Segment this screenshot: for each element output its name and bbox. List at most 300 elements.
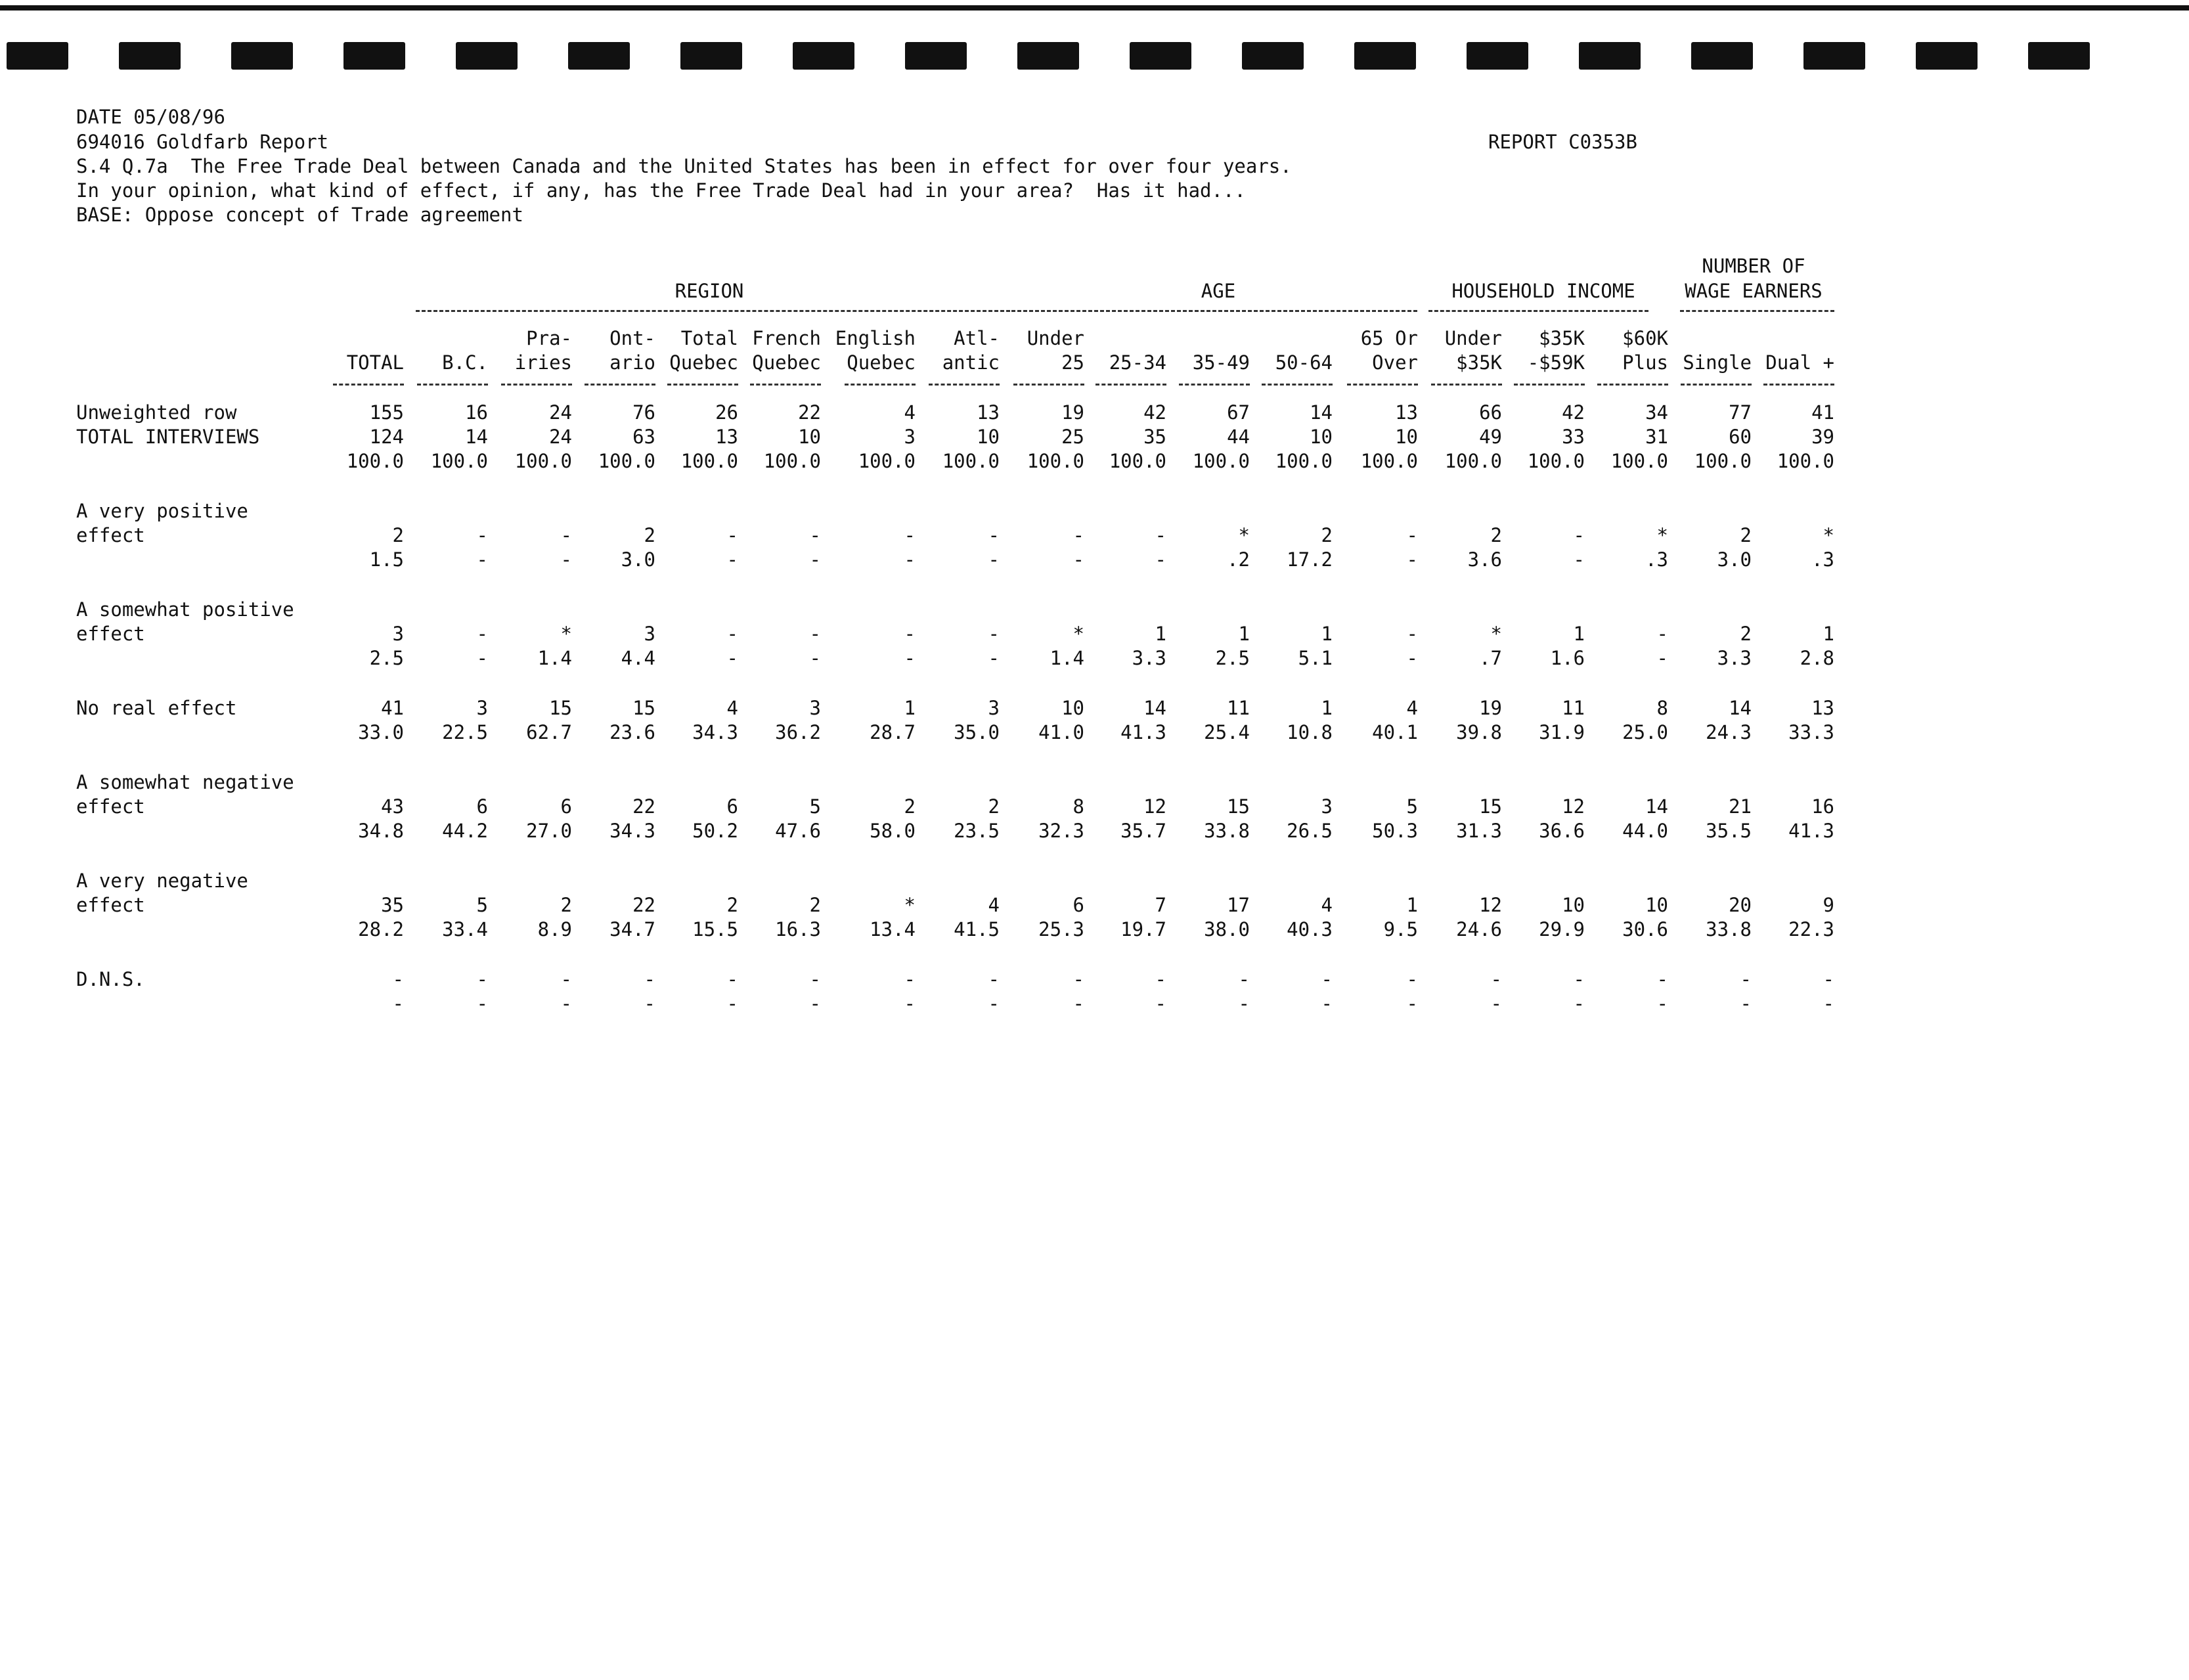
table-cell: 6 — [1072, 894, 1084, 916]
column-rule — [333, 384, 404, 386]
table-cell: - — [1656, 623, 1668, 645]
group-wage-earners-line1: NUMBER OF — [1702, 255, 1805, 277]
table-cell: - — [726, 548, 738, 571]
column-header-2: Quebec — [752, 351, 821, 374]
table-cell: - — [644, 992, 655, 1015]
table-cell: 1.5 — [369, 548, 404, 571]
perforation-hole — [1354, 42, 1416, 70]
table-cell: * — [1656, 524, 1668, 546]
table-cell: - — [1072, 968, 1084, 990]
table-cell: - — [1740, 968, 1752, 990]
table-cell: 13 — [977, 401, 1000, 424]
table-cell: 42 — [1143, 401, 1166, 424]
column-header-2: Plus — [1622, 351, 1668, 374]
table-cell: 4 — [904, 401, 916, 424]
column-rule — [1431, 384, 1502, 386]
table-cell: 14 — [1645, 795, 1668, 818]
table-cell: 35.7 — [1120, 820, 1166, 842]
table-cell: - — [476, 623, 488, 645]
table-cell: 39 — [1811, 426, 1834, 448]
table-cell: - — [726, 524, 738, 546]
table-cell: 25.0 — [1622, 721, 1668, 743]
table-cell: 33.4 — [442, 918, 488, 940]
table-cell: - — [1490, 992, 1502, 1015]
row-label-no-real-effect: No real effect — [76, 697, 237, 719]
table-cell: 10 — [977, 426, 1000, 448]
column-header-1: $35K — [1539, 327, 1585, 349]
table-cell: 2.5 — [369, 647, 404, 669]
column-header-2: antic — [942, 351, 1000, 374]
column-header-2: ario — [609, 351, 655, 374]
table-cell: 8 — [1656, 697, 1668, 719]
column-header-1: Ont- — [609, 327, 655, 349]
table-cell: 23.6 — [609, 721, 655, 743]
table-cell: - — [476, 647, 488, 669]
table-cell: 100.0 — [858, 450, 916, 472]
table-cell: 100.0 — [430, 450, 488, 472]
table-cell: 32.3 — [1038, 820, 1084, 842]
table-cell: 3 — [644, 623, 655, 645]
table-cell: 10 — [1645, 894, 1668, 916]
table-cell: 13 — [1395, 401, 1418, 424]
table-cell: 19.7 — [1120, 918, 1166, 940]
table-cell: 41.5 — [954, 918, 1000, 940]
table-cell: 41 — [381, 697, 404, 719]
table-cell: - — [809, 992, 821, 1015]
perforation-hole — [793, 42, 854, 70]
column-header-2: iries — [514, 351, 572, 374]
table-cell: - — [904, 524, 916, 546]
table-cell: 4 — [726, 697, 738, 719]
table-cell: - — [1155, 548, 1166, 571]
table-cell: - — [1406, 647, 1418, 669]
table-cell: 31.9 — [1539, 721, 1585, 743]
table-cell: - — [809, 623, 821, 645]
top-rule — [0, 5, 2189, 11]
table-cell: 36.2 — [775, 721, 821, 743]
table-cell: - — [904, 548, 916, 571]
table-cell: - — [988, 992, 1000, 1015]
table-cell: 15 — [1227, 795, 1250, 818]
table-cell: - — [904, 623, 916, 645]
table-cell: 1.6 — [1550, 647, 1585, 669]
column-rule — [585, 384, 655, 386]
table-cell: 41 — [1811, 401, 1834, 424]
table-cell: 9.5 — [1383, 918, 1418, 940]
table-cell: 33.8 — [1706, 918, 1752, 940]
table-cell: 5 — [1406, 795, 1418, 818]
table-cell: 12 — [1143, 795, 1166, 818]
table-cell: 3 — [809, 697, 821, 719]
table-cell: 100.0 — [1109, 450, 1166, 472]
table-row — [0, 646, 2189, 671]
table-cell: 2 — [988, 795, 1000, 818]
table-cell: - — [644, 968, 655, 990]
table-cell: 2.8 — [1800, 647, 1834, 669]
table-row — [0, 917, 2189, 942]
table-cell: - — [904, 992, 916, 1015]
perforation-hole — [231, 42, 293, 70]
table-cell: - — [1573, 524, 1585, 546]
column-rule — [1013, 384, 1084, 386]
table-cell: 10 — [798, 426, 821, 448]
table-cell: - — [1656, 647, 1668, 669]
table-cell: 100.0 — [1275, 450, 1333, 472]
table-cell: 100.0 — [1527, 450, 1585, 472]
table-cell: 27.0 — [526, 820, 572, 842]
base-line: BASE: Oppose concept of Trade agreement — [76, 204, 523, 226]
table-cell: 100.0 — [942, 450, 1000, 472]
column-rule — [1514, 384, 1585, 386]
table-cell: 11 — [1562, 697, 1585, 719]
table-cell: - — [1823, 968, 1834, 990]
report-name: 694016 Goldfarb Report — [76, 131, 329, 153]
column-rule — [845, 384, 916, 386]
table-cell: 22.3 — [1788, 918, 1834, 940]
table-cell: - — [1321, 992, 1333, 1015]
table-cell: 10 — [1061, 697, 1084, 719]
column-header-1: Atl- — [954, 327, 1000, 349]
table-cell: 2 — [1490, 524, 1502, 546]
table-cell: 35 — [381, 894, 404, 916]
table-cell: 6 — [726, 795, 738, 818]
table-cell: * — [1072, 623, 1084, 645]
table-cell: - — [1656, 968, 1668, 990]
table-cell: 15 — [1479, 795, 1502, 818]
table-cell: 100.0 — [1777, 450, 1834, 472]
table-cell: 28.2 — [358, 918, 404, 940]
table-cell: 40.1 — [1372, 721, 1418, 743]
row-label-very-positive-2: effect — [76, 524, 145, 546]
table-cell: 21 — [1729, 795, 1752, 818]
table-cell: 100.0 — [346, 450, 404, 472]
table-cell: 40.3 — [1287, 918, 1333, 940]
row-label-somewhat-negative-2: effect — [76, 795, 145, 818]
table-cell: 2 — [1321, 524, 1333, 546]
table-cell: 22.5 — [442, 721, 488, 743]
report-date: DATE 05/08/96 — [76, 106, 225, 128]
table-cell: 9 — [1823, 894, 1834, 916]
table-cell: 14 — [465, 426, 488, 448]
table-cell: - — [1238, 968, 1250, 990]
table-cell: 13.4 — [870, 918, 916, 940]
perforation-hole — [1130, 42, 1191, 70]
table-cell: 19 — [1479, 697, 1502, 719]
table-cell: 41.3 — [1120, 721, 1166, 743]
column-rule — [501, 384, 572, 386]
table-cell: 34.3 — [692, 721, 738, 743]
table-cell: 35.0 — [954, 721, 1000, 743]
table-cell: 34.3 — [609, 820, 655, 842]
table-cell: 11 — [1227, 697, 1250, 719]
column-header-2: 25-34 — [1109, 351, 1166, 374]
table-cell: 3.6 — [1467, 548, 1502, 571]
table-cell: 6 — [560, 795, 572, 818]
table-cell: 100.0 — [763, 450, 821, 472]
table-cell: 1 — [1406, 894, 1418, 916]
table-cell: 16 — [1811, 795, 1834, 818]
table-cell: - — [809, 647, 821, 669]
table-row — [0, 425, 2189, 449]
table-cell: - — [904, 647, 916, 669]
group-wage-earners-line2: WAGE EARNERS — [1685, 280, 1823, 302]
table-cell: 2 — [809, 894, 821, 916]
table-cell: 100.0 — [1610, 450, 1668, 472]
table-cell: 50.3 — [1372, 820, 1418, 842]
table-cell: 22 — [632, 894, 655, 916]
table-cell: - — [560, 992, 572, 1015]
table-cell: 36.6 — [1539, 820, 1585, 842]
table-cell: 16.3 — [775, 918, 821, 940]
table-cell: 100.0 — [1192, 450, 1250, 472]
perforation-hole — [1803, 42, 1865, 70]
table-cell: 15 — [549, 697, 572, 719]
table-cell: 4 — [1406, 697, 1418, 719]
table-row — [0, 449, 2189, 474]
row-label-very-negative: A very negative — [76, 870, 248, 892]
table-cell: 100.0 — [1444, 450, 1502, 472]
table-cell: - — [1238, 992, 1250, 1015]
table-cell: 15.5 — [692, 918, 738, 940]
table-cell: 16 — [465, 401, 488, 424]
table-cell: 33.3 — [1788, 721, 1834, 743]
column-header-1: Under — [1027, 327, 1084, 349]
column-header-2: Quebec — [847, 351, 916, 374]
column-header-2: 50-64 — [1275, 351, 1333, 374]
column-header-2: 35-49 — [1192, 351, 1250, 374]
table-cell: 13 — [715, 426, 738, 448]
table-cell: 3.3 — [1717, 647, 1752, 669]
perforation-hole — [1579, 42, 1641, 70]
table-row — [0, 795, 2189, 819]
table-cell: 26.5 — [1287, 820, 1333, 842]
column-header-2: Quebec — [669, 351, 738, 374]
table-cell: 63 — [632, 426, 655, 448]
table-cell: 62.7 — [526, 721, 572, 743]
table-cell: 34.7 — [609, 918, 655, 940]
table-cell: - — [726, 968, 738, 990]
row-label-somewhat-positive: A somewhat positive — [76, 598, 294, 621]
table-cell: - — [1406, 524, 1418, 546]
table-cell: 17 — [1227, 894, 1250, 916]
perforation-hole — [2028, 42, 2090, 70]
group-region: REGION — [674, 280, 744, 302]
table-cell: 1 — [1238, 623, 1250, 645]
table-cell: 44.0 — [1622, 820, 1668, 842]
table-cell: 13 — [1811, 697, 1834, 719]
table-row — [0, 893, 2189, 917]
perforation-hole — [119, 42, 181, 70]
table-cell: 50.2 — [692, 820, 738, 842]
perforation-strip — [0, 42, 2189, 71]
table-cell: 100.0 — [514, 450, 572, 472]
table-cell: 2 — [1740, 524, 1752, 546]
table-cell: - — [560, 524, 572, 546]
group-age-rule — [1011, 310, 1417, 312]
table-cell: 31.3 — [1456, 820, 1502, 842]
table-cell: - — [1406, 623, 1418, 645]
table-cell: 1 — [1321, 623, 1333, 645]
table-cell: 3 — [904, 426, 916, 448]
table-row — [0, 967, 2189, 992]
table-cell: - — [1823, 992, 1834, 1015]
table-cell: - — [988, 968, 1000, 990]
table-cell: 1.4 — [537, 647, 572, 669]
table-cell: 3 — [392, 623, 404, 645]
table-cell: 100.0 — [1694, 450, 1752, 472]
table-cell: - — [476, 524, 488, 546]
table-cell: 31 — [1645, 426, 1668, 448]
table-cell: 2 — [904, 795, 916, 818]
table-cell: 25.3 — [1038, 918, 1084, 940]
table-cell: .7 — [1479, 647, 1502, 669]
table-row — [0, 523, 2189, 548]
table-cell: 24.6 — [1456, 918, 1502, 940]
table-cell: - — [726, 623, 738, 645]
perforation-hole — [1017, 42, 1079, 70]
table-cell: 8.9 — [537, 918, 572, 940]
group-region-rule — [416, 310, 1010, 312]
perforation-hole — [1242, 42, 1304, 70]
row-label-unweighted: Unweighted row — [76, 401, 237, 424]
table-cell: - — [1406, 968, 1418, 990]
column-rule — [1262, 384, 1333, 386]
table-cell: 41.0 — [1038, 721, 1084, 743]
table-cell: 14 — [1729, 697, 1752, 719]
table-cell: 10 — [1395, 426, 1418, 448]
perforation-hole — [1467, 42, 1528, 70]
table-row — [0, 992, 2189, 1016]
row-label-somewhat-positive-2: effect — [76, 623, 145, 645]
table-cell: 30.6 — [1622, 918, 1668, 940]
column-rule — [1095, 384, 1166, 386]
table-cell: 12 — [1479, 894, 1502, 916]
table-cell: 33.8 — [1204, 820, 1250, 842]
table-cell: - — [1656, 992, 1668, 1015]
table-cell: - — [1573, 968, 1585, 990]
table-cell: 22 — [632, 795, 655, 818]
table-cell: 33.0 — [358, 721, 404, 743]
table-cell: - — [1072, 992, 1084, 1015]
table-cell: 1.4 — [1050, 647, 1084, 669]
table-row — [0, 401, 2189, 425]
table-cell: - — [1490, 968, 1502, 990]
table-cell: 10 — [1310, 426, 1333, 448]
table-cell: 2.5 — [1215, 647, 1250, 669]
column-rule — [1179, 384, 1250, 386]
column-header-1: 65 Or — [1360, 327, 1418, 349]
table-cell: - — [476, 992, 488, 1015]
perforation-hole — [1916, 42, 1978, 70]
table-cell: 44.2 — [442, 820, 488, 842]
table-cell: 124 — [369, 426, 404, 448]
table-cell: 34.8 — [358, 820, 404, 842]
table-cell: 12 — [1562, 795, 1585, 818]
column-header-2: $35K — [1456, 351, 1502, 374]
table-cell: 1 — [904, 697, 916, 719]
table-cell: - — [1573, 548, 1585, 571]
table-cell: 5 — [476, 894, 488, 916]
table-cell: 1 — [1155, 623, 1166, 645]
perforation-hole — [905, 42, 967, 70]
column-header-1: French — [752, 327, 821, 349]
row-label-total-interviews: TOTAL INTERVIEWS — [76, 426, 260, 448]
table-cell: 49 — [1479, 426, 1502, 448]
table-cell: 10.8 — [1287, 721, 1333, 743]
table-cell: 1 — [1321, 697, 1333, 719]
table-cell: 8 — [1072, 795, 1084, 818]
table-cell: 1 — [1573, 623, 1585, 645]
table-cell: 25.4 — [1204, 721, 1250, 743]
table-cell: 24 — [549, 401, 572, 424]
table-cell: - — [988, 548, 1000, 571]
table-cell: - — [904, 968, 916, 990]
table-cell: 66 — [1479, 401, 1502, 424]
table-cell: - — [809, 524, 821, 546]
table-row — [0, 819, 2189, 843]
perforation-hole — [568, 42, 630, 70]
column-header-2: -$59K — [1527, 351, 1585, 374]
table-cell: - — [988, 524, 1000, 546]
table-cell: .3 — [1645, 548, 1668, 571]
group-wage-earners-rule — [1680, 310, 1834, 312]
table-cell: 100.0 — [598, 450, 655, 472]
column-header-1: Total — [680, 327, 738, 349]
table-cell: .3 — [1811, 548, 1834, 571]
table-cell: * — [1238, 524, 1250, 546]
table-cell: 25 — [1061, 426, 1084, 448]
table-row — [0, 696, 2189, 720]
column-header-2: 25 — [1061, 351, 1084, 374]
table-cell: - — [476, 968, 488, 990]
column-header-1: Pra- — [526, 327, 572, 349]
table-cell: 2 — [560, 894, 572, 916]
table-cell: 155 — [369, 401, 404, 424]
column-header-2: TOTAL — [346, 351, 404, 374]
column-header-1: Under — [1444, 327, 1502, 349]
table-cell: 23.5 — [954, 820, 1000, 842]
table-cell: 14 — [1310, 401, 1333, 424]
table-cell: 2 — [392, 524, 404, 546]
column-rule — [417, 384, 488, 386]
table-cell: - — [726, 647, 738, 669]
table-cell: - — [1573, 992, 1585, 1015]
table-cell: * — [1490, 623, 1502, 645]
table-cell: 22 — [798, 401, 821, 424]
table-cell: 42 — [1562, 401, 1585, 424]
table-cell: - — [1740, 992, 1752, 1015]
table-cell: 3.0 — [1717, 548, 1752, 571]
table-cell: 1 — [1823, 623, 1834, 645]
column-header-1: English — [835, 327, 916, 349]
column-rule — [667, 384, 738, 386]
column-header-2: Over — [1372, 351, 1418, 374]
table-cell: 6 — [476, 795, 488, 818]
table-cell: 19 — [1061, 401, 1084, 424]
table-cell: 47.6 — [775, 820, 821, 842]
report-id: REPORT C0353B — [1488, 131, 1637, 153]
table-cell: 43 — [381, 795, 404, 818]
table-cell: 3 — [476, 697, 488, 719]
table-cell: 44 — [1227, 426, 1250, 448]
table-cell: 38.0 — [1204, 918, 1250, 940]
table-cell: - — [560, 548, 572, 571]
column-rule — [1681, 384, 1752, 386]
table-cell: 14 — [1143, 697, 1166, 719]
table-cell: 39.8 — [1456, 721, 1502, 743]
question-line-1: S.4 Q.7a The Free Trade Deal between Canada and the United States has been in effect for over four years. — [76, 155, 1292, 177]
column-header-2: B.C. — [442, 351, 488, 374]
